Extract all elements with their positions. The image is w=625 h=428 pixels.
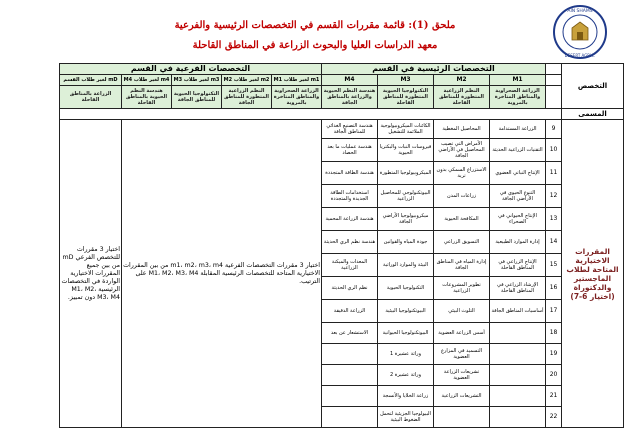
course-cell: أساسيات المناطق الجافة	[490, 300, 546, 323]
course-cell	[490, 386, 546, 407]
course-cell	[490, 344, 546, 365]
main-code: M1	[490, 75, 546, 86]
course-cell: الاستشعار عن بعد	[322, 323, 378, 344]
specialization-header: التخصص	[562, 64, 624, 109]
course-cell	[490, 365, 546, 386]
course-cell: وراثة عشيرة 2	[378, 365, 434, 386]
institute-name: معهد الدراسات العليا والبحوث الزراعة في المناطق القاحلة	[192, 40, 438, 51]
course-cell: الأمراض التي تصيب المحاصيل في الأراضي الجافة	[434, 139, 490, 162]
row-number: 11	[546, 162, 562, 185]
course-cell	[322, 365, 378, 386]
course-cell: التسميد في المزارع العضوية	[434, 344, 490, 365]
row-number: 10	[546, 139, 562, 162]
main-section-header: التخصصات الرئيسية في القسم	[322, 64, 546, 75]
course-cell: البيئة والموارد الوراثية	[378, 254, 434, 277]
main-code: M4	[322, 75, 378, 86]
course-cell: زراعات المدن	[434, 185, 490, 208]
course-cell	[490, 407, 546, 428]
sub-section-header: التخصصات الفرعية في القسم	[60, 64, 322, 75]
course-cell: المحاصيل المغطية	[434, 120, 490, 139]
row-label: المقررات الاختيارية المتاحة لطلاب الماجستير والدكتوراة (اختيار 6-7)	[562, 120, 624, 428]
sub-name: الزراعة الصحراوية والمناطق المتاخرة بالمروية	[272, 86, 322, 109]
row-number: 14	[546, 231, 562, 254]
course-cell: التكنولوجيا الحيوية	[378, 277, 434, 300]
svg-text:AIN SHAMS: AIN SHAMS	[567, 9, 593, 14]
mD-selection-note: اختيار 3 مقررات للتخصص الفرعي mD من بين جميع المقررات الاختيارية الواردة في التخصصات الرئيسية M1، M2، M3، M4 دون تمييز.	[60, 120, 122, 428]
course-cell: البيولوجيا الجزيئية لتحمل الضغوط البيئية	[378, 407, 434, 428]
sub-code: m1 لغير طلاب M1	[272, 75, 322, 86]
course-cell: فيروسات النبات والبكتريا الحيوية	[378, 139, 434, 162]
row-number: 16	[546, 277, 562, 300]
course-cell: إدارة الموارد الطبيعية	[490, 231, 546, 254]
sub-selection-note: اختيار 3 مقررات التخصصات الفرعية m1، m2، m3، m4 من بين المقررات الاختيارية المتاحة للتخصصات الرئيسية المقابلة M1، M2، M3، M4 على الترتيب.	[122, 120, 322, 428]
course-cell	[322, 386, 378, 407]
main-code: M3	[378, 75, 434, 86]
course-cell: وراثة عشيرة 1	[378, 344, 434, 365]
course-cell: المعدات والميكنة الزراعية	[322, 254, 378, 277]
sub-code: m3 لغير طلاب M3	[172, 75, 222, 86]
course-cell: الكائنات الميكروبيولوجية الملائمة للتشغيل	[378, 120, 434, 139]
course-cell: الإرشاد الزراعي في المناطق القاحلة	[490, 277, 546, 300]
main-code: M2	[434, 75, 490, 86]
row-number: 12	[546, 185, 562, 208]
row-number: 19	[546, 344, 562, 365]
row-number: 20	[546, 365, 562, 386]
course-cell: جودة المياه والقوانين	[378, 231, 434, 254]
sub-name: التكنولوجيا الحيوية للمناطق الجافة	[172, 86, 222, 109]
course-cell: إدارة المياه في المناطق الجافة	[434, 254, 490, 277]
row-number: 13	[546, 208, 562, 231]
university-seal-icon	[552, 4, 608, 60]
course-cell: الإنتاج النباتي العضوي	[490, 162, 546, 185]
courses-table	[3, 63, 624, 428]
course-cell: البيوتكنولوجيا البيئية	[378, 300, 434, 323]
course-cell: هندسة الزراعة المحمية	[322, 208, 378, 231]
course-cell	[322, 344, 378, 365]
course-cell: التلوث البيئي	[434, 300, 490, 323]
course-cell: البيوتكنولوجيا الحيوانية	[378, 323, 434, 344]
sub-code: m4 لغير طلاب M4	[122, 75, 172, 86]
main-name: التكنولوجيا الحيوية المتطورة للمناطق القاحلة	[378, 86, 434, 109]
svg-text:DESERT AGRIC.: DESERT AGRIC.	[564, 53, 596, 58]
course-cell: الإنتاج الزراعي في المناطق القاحلة	[490, 254, 546, 277]
course-cell: نظم الري الحديثة	[322, 277, 378, 300]
sub-name: النظم الزراعية المتطورة للمناطق الجافة	[222, 86, 272, 109]
row-number: 22	[546, 407, 562, 428]
sub-code: m2 لغير طلاب M2	[222, 75, 272, 86]
main-name: الزراعة الصحراوية والمناطق المتاخرة بالمروية	[490, 86, 546, 109]
course-cell: الإنتاج الحيواني في الصحراء	[490, 208, 546, 231]
row-number: 17	[546, 300, 562, 323]
course-cell: أسس الزراعة العضوية	[434, 323, 490, 344]
course-cell: الزراعة المستدامة	[490, 120, 546, 139]
course-cell: تطوير المشروعات الزراعية	[434, 277, 490, 300]
course-cell: التسويق الزراعي	[434, 231, 490, 254]
course-cell: التنوع الحيوي في الأراضي الجافة	[490, 185, 546, 208]
course-cell: تشريعات الزراعة العضوية	[434, 365, 490, 386]
course-cell: المكافحة الحيوية	[434, 208, 490, 231]
row-number: 21	[546, 386, 562, 407]
name-header: المسمى	[562, 109, 624, 120]
course-cell: الاستزراع السمكي بدون تربة	[434, 162, 490, 185]
course-cell	[322, 407, 378, 428]
course-cell: هندسة التصنيع الغذائي للمناطق الجافة	[322, 120, 378, 139]
row-number: 15	[546, 254, 562, 277]
course-cell: البيوتكنولوجي للمحاصيل الزراعية	[378, 185, 434, 208]
course-cell: الزراعة الدقيقة	[322, 300, 378, 323]
course-cell: زراعة الخلايا والأنسجة	[378, 386, 434, 407]
main-name: النظم الزراعية المتطورة للمناطق القاحلة	[434, 86, 490, 109]
sub-name: هندسة النظم الحيوية بالمناطق القاحلة	[122, 86, 172, 109]
sub-name: الزراعة بالمناطق القاحلة	[60, 86, 122, 109]
course-cell	[434, 407, 490, 428]
course-cell: التشريعات الزراعية	[434, 386, 490, 407]
sub-code: mD لغير طلاب القسم	[60, 75, 122, 86]
course-cell: هندسة نظم الري الحديثة	[322, 231, 378, 254]
document-title: ملحق (1): قائمة مقررات القسم في التخصصات الرئيسية والفرعية	[174, 20, 456, 31]
course-cell: هندسة عمليات ما بعد الحصاد	[322, 139, 378, 162]
course-cell: الميكروبيولوجيا المتطورة	[378, 162, 434, 185]
course-cell: التقنيات الزراعية الحديثة	[490, 139, 546, 162]
course-cell: استخدامات الطاقة الجديدة والمتجددة	[322, 185, 378, 208]
main-name: هندسة النظم الحيوية والزراعة بالمناطق الجافة	[322, 86, 378, 109]
row-number: 18	[546, 323, 562, 344]
row-number: 9	[546, 120, 562, 139]
course-cell	[490, 323, 546, 344]
course-cell: ميكروبيولوجيا الأراضي الجافة	[378, 208, 434, 231]
course-cell: هندسة الطاقة المتجددة	[322, 162, 378, 185]
